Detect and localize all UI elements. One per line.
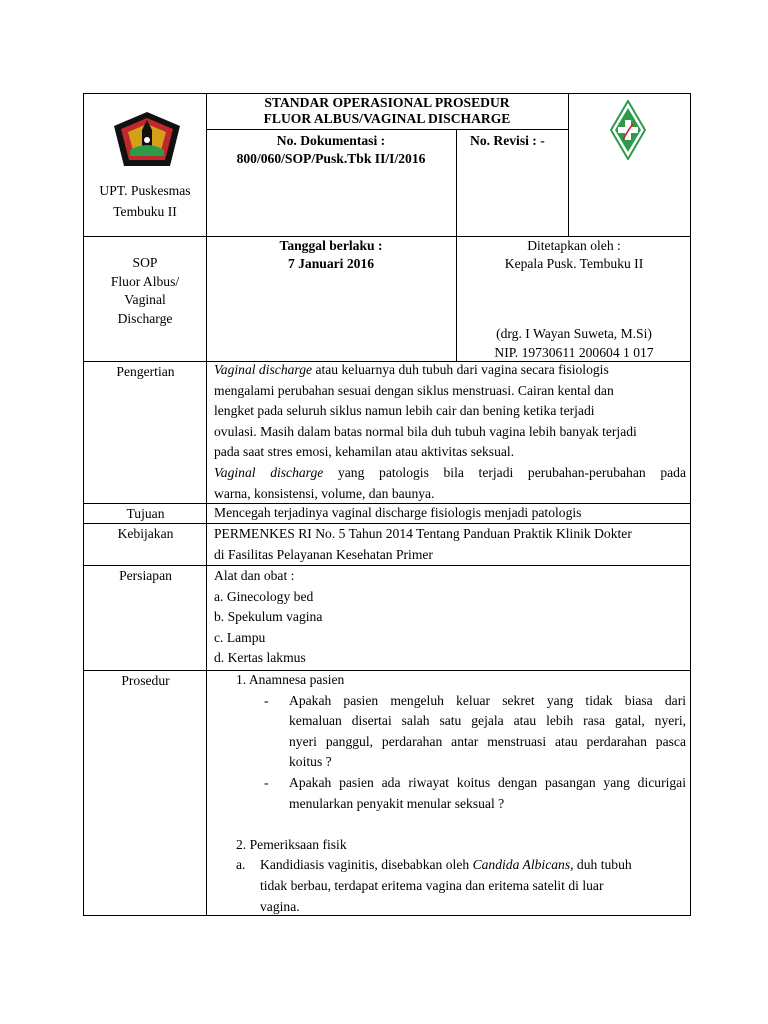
organization-name bbox=[84, 180, 206, 222]
anamnesis-question: nyeri panggul, perdarahan antar menstruasi atau perdarahan pasca bbox=[289, 733, 686, 749]
preparation-item: c. Lampu bbox=[214, 629, 266, 645]
anamnesis-question: Apakah pasien ada riwayat koitus dengan pasangan yang dicurigai bbox=[289, 774, 686, 790]
term-italic: Vaginal discharge bbox=[214, 362, 313, 377]
document-title bbox=[206, 95, 568, 127]
procedure-step-2: 2. Pemeriksaan fisik bbox=[236, 836, 347, 852]
pengertian-label: Pengertian bbox=[116, 364, 175, 379]
prosedur-content bbox=[214, 670, 686, 917]
preparation-item: a. Ginecology bed bbox=[214, 588, 314, 604]
preparation-item: d. Kertas lakmus bbox=[214, 650, 306, 666]
anamnesis-question: koitus ? bbox=[289, 754, 332, 770]
signer-name: (drg. I Wayan Suweta, M.Si) bbox=[496, 326, 652, 341]
exam-finding: , duh tubuh bbox=[570, 857, 632, 873]
set-by-value: Kepala Pusk. Tembuku II bbox=[504, 256, 644, 271]
signer-nip: NIP. 19730611 200604 1 017 bbox=[494, 345, 654, 360]
definition-text: yang patologis bila terjadi perubahan-perubahan pada bbox=[323, 464, 686, 480]
puskesmas-cross-icon bbox=[610, 100, 646, 164]
organism-name: Candida Albicans bbox=[472, 857, 571, 873]
list-marker: a. bbox=[236, 857, 246, 873]
document-number bbox=[206, 132, 456, 168]
persiapan-content bbox=[214, 566, 686, 669]
org-line-1: UPT. Puskesmas bbox=[99, 183, 191, 198]
column-divider bbox=[568, 94, 569, 236]
approval-cell bbox=[457, 237, 691, 273]
kebijakan-content bbox=[214, 524, 686, 565]
preparation-item: b. Spekulum vagina bbox=[214, 609, 323, 625]
org-line-2: Tembuku II bbox=[113, 204, 177, 219]
sop-title-cell bbox=[84, 254, 206, 328]
effective-date-value: 7 Januari 2016 bbox=[287, 256, 375, 271]
bullet-dash: - bbox=[264, 692, 269, 708]
exam-finding: vagina. bbox=[260, 898, 300, 914]
pengertian-content bbox=[214, 360, 686, 504]
set-by-label: Ditetapkan oleh : bbox=[527, 238, 621, 253]
definition-text: warna, konsistensi, volume, dan baunya. bbox=[214, 485, 435, 501]
persiapan-label: Persiapan bbox=[119, 568, 172, 583]
title-line-1: STANDAR OPERASIONAL PROSEDUR bbox=[264, 95, 510, 110]
doc-number-label: No. Dokumentasi : bbox=[276, 133, 386, 148]
definition-text: mengalami perubahan sesuai dengan siklus menstruasi. Cairan kental dan bbox=[214, 382, 614, 398]
tujuan-label: Tujuan bbox=[126, 506, 165, 521]
sop-line: Discharge bbox=[117, 310, 173, 326]
bullet-dash: - bbox=[264, 774, 269, 790]
anamnesis-question: kemaluan disertai salah satu gejala atau lebih rasa gatal, nyeri, bbox=[289, 713, 686, 729]
procedure-step-1: 1. Anamnesa pasien bbox=[236, 672, 345, 687]
anamnesis-question: menularkan penyakit menular seksual ? bbox=[289, 795, 505, 811]
revision-number: No. Revisi : - bbox=[470, 133, 545, 148]
signer-block bbox=[457, 324, 691, 362]
sop-line: SOP bbox=[132, 255, 158, 270]
row-divider bbox=[206, 129, 568, 130]
effective-date-cell bbox=[206, 237, 456, 273]
definition-text: lengket pada seluruh siklus namun lebih cair dan bening ketika terjadi bbox=[214, 403, 595, 419]
sop-line: Vaginal bbox=[124, 292, 166, 307]
doc-number-value: 800/060/SOP/Pusk.Tbk II/I/2016 bbox=[236, 151, 426, 166]
preparation-heading: Alat dan obat : bbox=[214, 568, 295, 583]
sop-line: Fluor Albus/ bbox=[110, 273, 180, 289]
sop-document bbox=[83, 93, 691, 916]
definition-text: atau keluarnya duh tubuh dari vagina secara fisiologis bbox=[312, 362, 609, 377]
tujuan-content: Mencegah terjadinya vaginal discharge fisiologis menjadi patologis bbox=[214, 505, 582, 520]
effective-date-label: Tanggal berlaku : bbox=[279, 238, 383, 253]
exam-finding: tidak berbau, terdapat eritema vagina dan eritema satelit di luar bbox=[260, 877, 604, 893]
policy-text: di Fasilitas Pelayanan Kesehatan Primer bbox=[214, 546, 433, 562]
definition-text: pada saat stres emosi, kehamilan atau aktivitas seksual. bbox=[214, 444, 515, 460]
definition-text: ovulasi. Masih dalam batas normal bila duh tubuh vagina lebih banyak terjadi bbox=[214, 423, 637, 439]
prosedur-label: Prosedur bbox=[121, 673, 170, 688]
policy-text: PERMENKES RI No. 5 Tahun 2014 Tentang Panduan Praktik Klinik Dokter bbox=[214, 526, 632, 541]
regency-emblem-icon bbox=[112, 110, 182, 172]
term-italic: Vaginal discharge bbox=[214, 464, 324, 480]
title-line-2: FLUOR ALBUS/VAGINAL DISCHARGE bbox=[263, 111, 511, 126]
exam-finding: Kandidiasis vaginitis, disebabkan oleh bbox=[260, 857, 473, 873]
kebijakan-label: Kebijakan bbox=[117, 526, 174, 541]
anamnesis-question: Apakah pasien mengeluh keluar sekret yang tidak biasa dari bbox=[289, 692, 686, 708]
